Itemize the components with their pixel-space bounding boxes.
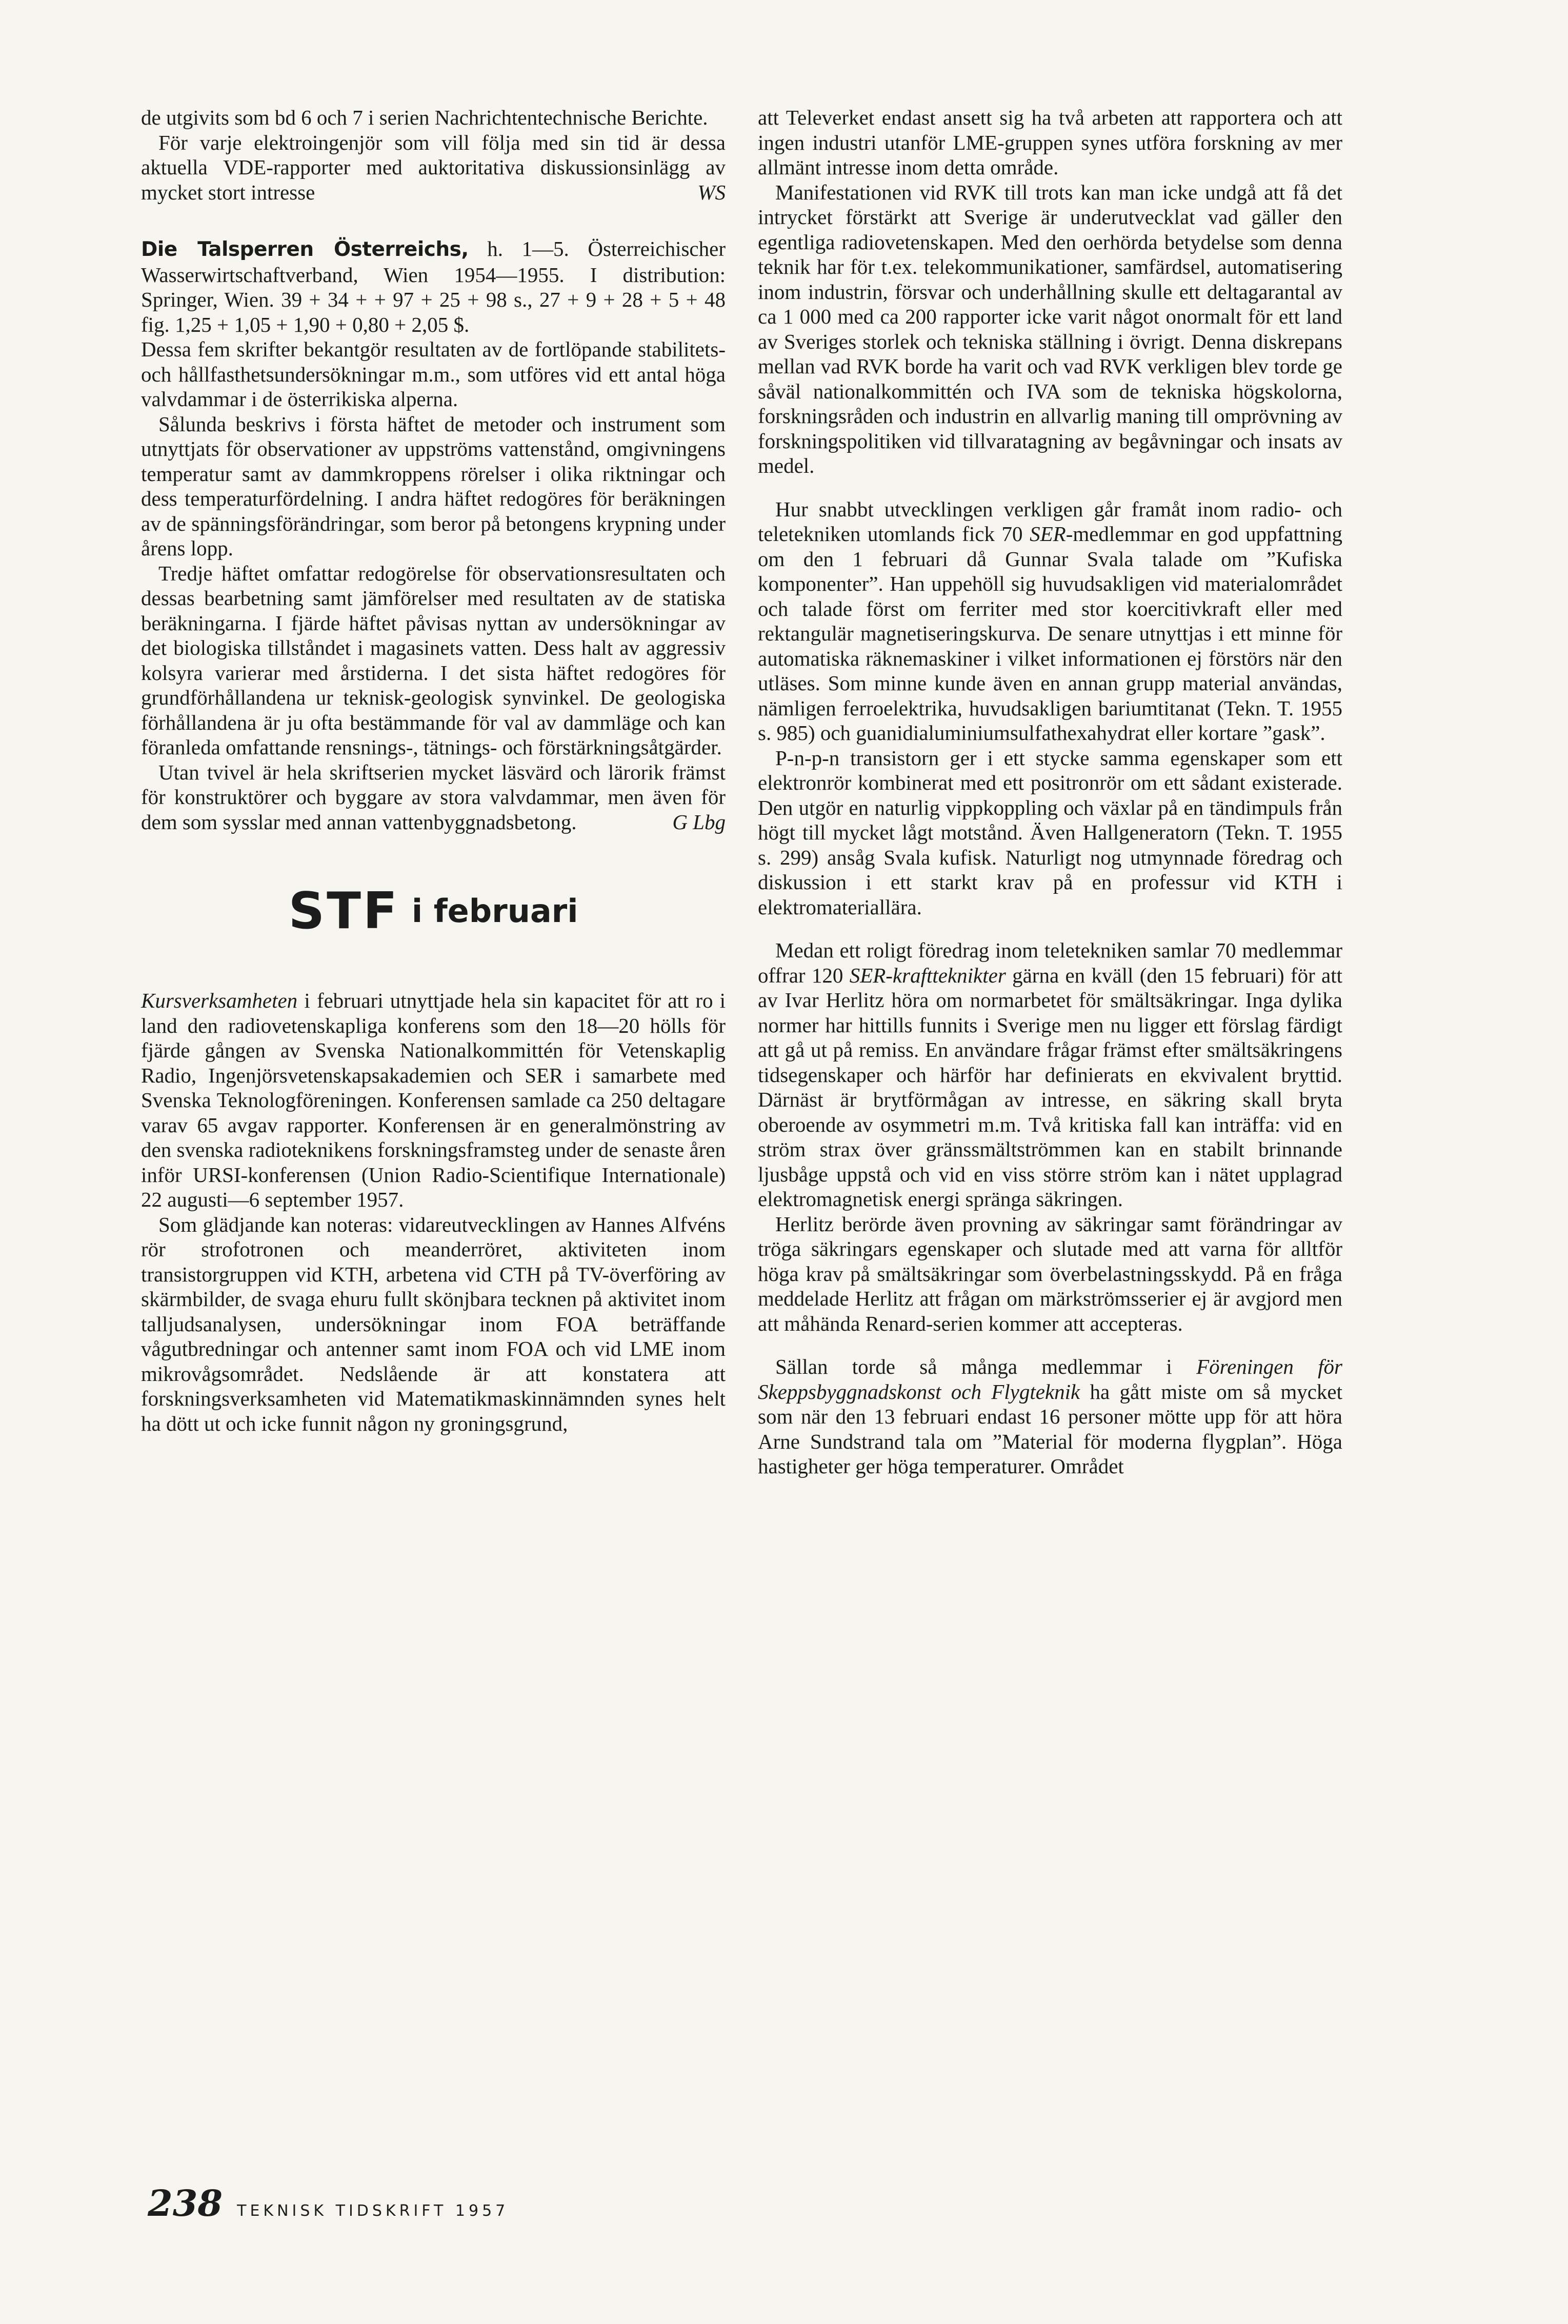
right-column <box>758 105 1342 1479</box>
page-footer <box>148 2182 509 2225</box>
paragraph <box>758 497 1342 746</box>
paragraph <box>758 1354 1342 1479</box>
paragraph-text: gärna en kväll (den 15 februari) för att av Ivar Herlitz höra om normarbetet för smältsäkringar. Inga dylika normer har hittills funnits i Sverige men nu ligger ett förslag färdigt att gå ut på remiss. En användare frågar främst efter smältsäkringens tidsegenskaper och härför har definierats en ekvivalent bryttid. Därnäst är brytförmågan av intresse, en säkring skall bryta oberoende av osymmetri m.m. Två kritiska fall kan inträffa: vid en ström strax över gränssmältströmmen kan en stabilt brinnande ljusbåge uppstå och vid en viss större ström kan i nätet upplagrad elektromagnetisk energi spränga säkringen. <box>758 963 1343 1211</box>
paragraph: Sålunda beskrivs i första häftet de metoder och instrument som utnyttjats för observationer av uppströms vattenstånd, omgivningens temperatur samt av dammkroppens rörelser i olika riktningar och dess temperaturfördelning. I andra häftet redogöres för beräkningen av de spänningsförändringar, som beror på betongens krypning under årens lopp. <box>141 412 726 560</box>
emphasis: Föreningen för Skeppsbyggnadskonst och Flygteknik <box>758 1355 1342 1404</box>
paragraph: Som glädjande kan noteras: vidareutvecklingen av Hannes Alfvéns rör strofotronen och meanderröret, aktiviteten inom transistorgruppen vid KTH, arbetena vid CTH på TV-överföring av skärmbilder, de svaga ehuru fullt skönjbara tecknen på aktivitet inom talljudsanalysen, undersökningar inom FOA beträffande vågutbredningar och antenner samt inom FOA och vid LME inom mikrovågsområdet. Nedslående är att konstatera att forskningsverksamheten vid Matematikmaskinnämnden synes helt ha dött ut och icke funnit någon ny groningsgrund, <box>141 1212 726 1435</box>
paragraph: Manifestationen vid RVK till trots kan man icke undgå att få det intrycket förstärkt att Sverige är underutvecklat vad gäller den egentliga radiovetenskapen. Med den oerhörda betydelse som denna teknik har för t.ex. telekommunikationer, samfärdsel, automatisering inom industrin, försvar och underhållning skulle ett deltagarantal av ca 1 000 med ca 200 rapporter icke varit något onormalt för ett land av Sveriges storlek och tekniska ställning i övrigt. Denna diskrepans mellan vad RVK borde ha varit och vad RVK verkligen blev torde ge såväl nationalkommittén och IVA som de tekniska högskolorna, forskningsråden och industrin en allvarlig maning till omprövning av forskningspolitiken vid tillvaratagning av begåvningar och insats av medel. <box>758 180 1342 477</box>
paragraph-text: För varje elektroingenjör som vill följa med sin tid är dessa aktuella VDE-rapporter med auktoritativa diskussionsinlägg av mycket stort intresse <box>141 130 726 204</box>
paragraph-text: Utan tvivel är hela skriftserien mycket läsvärd och lärorik främst för konstruktörer och byggare av stora valvdammar, men även för dem som sysslar med annan vattenbyggnadsbetong. <box>141 760 726 834</box>
author-signature: WS <box>697 180 726 204</box>
emphasis: SER <box>1030 522 1066 546</box>
left-column <box>141 105 726 1436</box>
author-signature: G Lbg <box>672 810 726 834</box>
paragraph-text: ha gått miste om så mycket som när den 13 februari endast 16 personer mötte upp för att höra Arne Sundstrand tala om ”Material för moderna flygplan”. Höga hastigheter ger höga temperaturer. Området <box>758 1379 1342 1478</box>
paragraph-text: Sällan torde så många medlemmar i <box>775 1355 1172 1378</box>
paragraph <box>758 938 1342 1212</box>
section-heading-stf: STF <box>288 881 399 940</box>
section-heading-month: i februari <box>411 892 578 930</box>
paragraph: Tredje häftet omfattar redogörelse för observationsresultaten och dessas bearbetning samt jämförelser med resultaten av de statiska beräkningarna. I fjärde häftet påvisas nyttan av undersökningar av det biologiska tillståndet i magasinets vatten. Dess halt av aggressiv kolsyra varierar med årstiderna. I det sista häftet redogöres för grundförhållandena ur teknisk-geologisk synvinkel. De geologiska förhållandena är ju ofta bestämmande för val av dammläge och kan föranleda omfattande rensnings-, tätnings- och förstärkningsåtgärder. <box>141 561 726 759</box>
emphasis: SER-kraftteknikter <box>849 963 1006 987</box>
review-header <box>141 236 726 337</box>
journal-name: TEKNISK TIDSKRIFT 1957 <box>237 2202 509 2220</box>
paragraph-text: Hur snabbt utvecklingen verkligen går framåt inom radio- och teletekniken utomlands fick 70 <box>758 497 1342 546</box>
lead-term: Kursverksamheten <box>141 989 298 1012</box>
paragraph: de utgivits som bd 6 och 7 i serien Nachrichtentechnische Berichte. <box>141 106 708 129</box>
paragraph <box>141 988 726 1212</box>
paragraph-text: -medlemmar en god uppfattning om den 1 februari då Gunnar Svala talade om ”Kufiska komponenter”. Han uppehöll sig huvudsakligen vid materialområdet och talade först om ferriter med stor koercitivkraft eller med rektangulär magnetiseringskurva. De senare utnyttjas i ett minne för automatiska räknemaskiner i vilket informationen ej förstörs när den utläses. Som minne kunde även en annan grupp material användas, nämligen ferroelektrika, huvudsakligen bariumtitanat (Tekn. T. 1955 s. 985) och guanidialuminiumsulfathexahydrat eller kortare ”gask”. <box>758 522 1342 745</box>
paragraph-text: Medan ett roligt föredrag inom teletekniken samlar 70 medlemmar offrar 120 <box>758 938 1342 987</box>
paragraph <box>141 760 726 835</box>
paragraph <box>141 130 726 205</box>
section-heading <box>141 834 726 988</box>
review-title: Die Talsperren Österreichs, <box>141 238 469 261</box>
paragraph: Herlitz berörde även provning av säkringar samt förändringar av tröga säkringars egenskaper och slutade med att varna för alltför höga krav på smältsäkringar som överbelastningsskydd. På en fråga meddelade Herlitz att frågan om märkströmsserier ej är avgjord men att måhända Renard-serien kommer att accepteras. <box>758 1212 1342 1335</box>
paragraph: Dessa fem skrifter bekantgör resultaten av de fortlöpande stabilitets- och hållfasthetsundersökningar m.m., som utföres vid ett antal höga valvdammar i de österrikiska alperna. <box>141 337 726 411</box>
paragraph: att Televerket endast ansett sig ha två arbeten att rapportera och att ingen industri utanför LME-gruppen synes utföra forskning av mer allmänt intresse inom detta område. <box>758 106 1342 179</box>
review-bibliography: h. 1—5. Österreichischer Wasserwirtschaftverband, Wien 1954—1955. I distribution: Springer, Wien. 39 + 34 + + 97 + 25 + 98 s., 27 + 9 + 28 + 5 + 48 fig. 1,25 + 1,05 + 1,90 + 0,80 + 2,05 $. <box>141 237 726 336</box>
paragraph: P-n-p-n transistorn ger i ett stycke samma egenskaper som ett elektronrör kombinerat med ett positronrör om ett sådant existerade. Den utgör en naturlig vippkoppling och växlar på en tändimpuls från högt till mycket lågt motstånd. Även Hallgeneratorn (Tekn. T. 1955 s. 299) ansåg Svala kufisk. Naturligt nog utmynnade föredrag och diskussion i ett starkt krav på en professur vid KTH i elektromateriallära. <box>758 746 1342 919</box>
page-number: 238 <box>148 2182 223 2225</box>
paragraph-text: i februari utnyttjade hela sin kapacitet för att ro i land den radiovetenskapliga konferens som den 18—20 hölls för fjärde gången av Svenska Nationalkommittén för Vetenskaplig Radio, Ingenjörsvetenskapsakademien och SER i samarbete med Svenska Teknologföreningen. Konferensen samlade ca 250 deltagare varav 65 avgav rapporter. Konferensen är en generalmönstring av den svenska radioteknikens forskningsframsteg under de senaste åren inför URSI-konferensen (Union Radio-Scientifique Internationale) 22 augusti—6 september 1957. <box>141 989 726 1211</box>
